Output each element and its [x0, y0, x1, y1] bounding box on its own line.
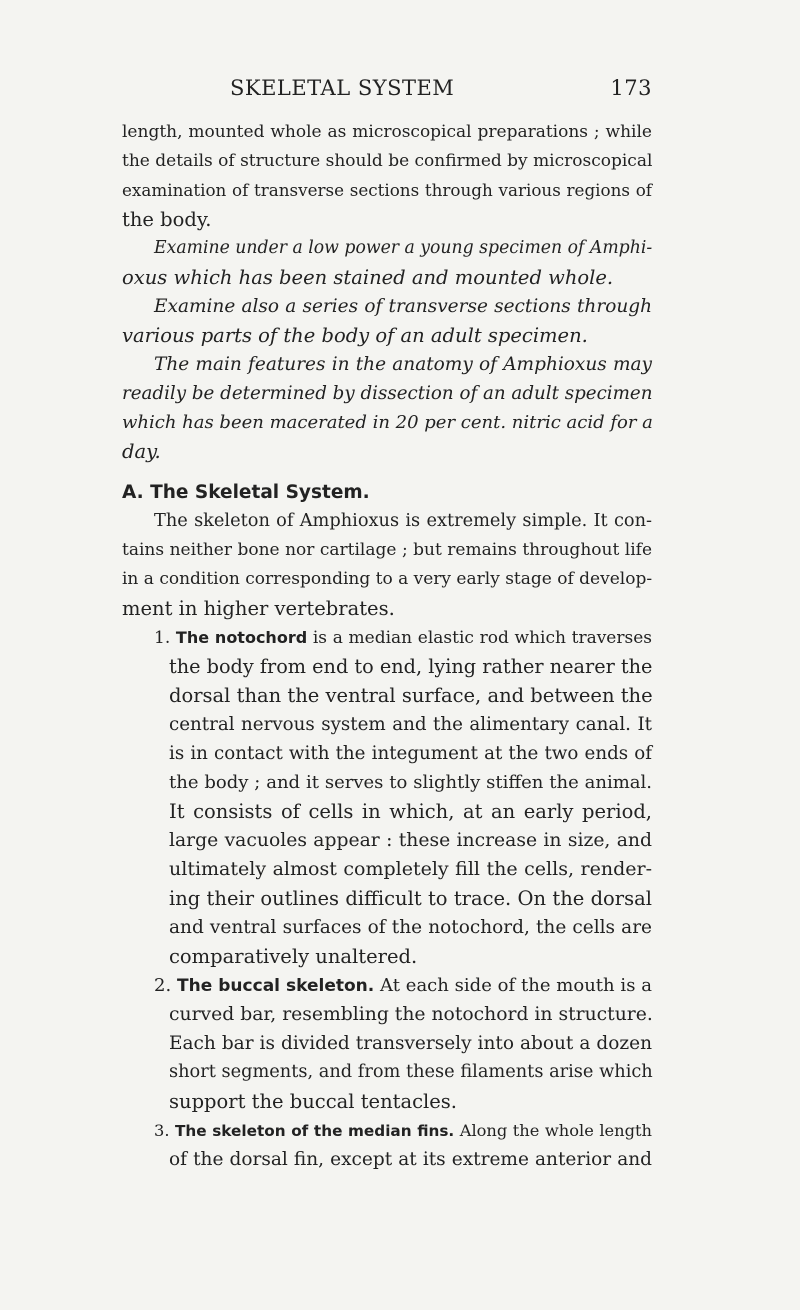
item-heading: The notochord: [175, 628, 308, 647]
item-text: At each side of the mouth is a: [374, 975, 652, 996]
text-line: the details of structure should be confirmed by microscopical: [122, 151, 653, 171]
item-number: 2.: [154, 975, 172, 996]
instruction-line: oxus which has been stained and mounted whole.: [122, 266, 614, 289]
text-line: of the dorsal fin, except at its extreme anterior and: [169, 1149, 652, 1170]
text-line: and ventral surfaces of the notochord, the cells are: [169, 917, 652, 938]
text-line: The skeleton of Amphioxus is extremely simple. It con-: [154, 511, 652, 531]
text-line: ultimately almost completely fill the cells, render-: [169, 858, 652, 880]
item-number: 3.: [154, 1121, 170, 1140]
list-item-buccal-skeleton: [122, 971, 652, 1000]
text-line: the body ; and it serves to slightly stiffen the animal.: [169, 772, 652, 793]
instruction-line: day.: [122, 440, 161, 463]
text-line: the body from end to end, lying rather nearer the: [169, 655, 653, 678]
page-body: [122, 118, 652, 1174]
instruction-line: readily be determined by dissection of an adult specimen: [122, 383, 653, 404]
text-line: It consists of cells in which, at an early period,: [169, 800, 652, 823]
instruction-line: various parts of the body of an adult specimen.: [122, 324, 588, 347]
text-line: is in contact with the integument at the two ends of: [169, 743, 652, 764]
page-number: 173: [610, 76, 652, 100]
text-line: the body.: [122, 208, 212, 231]
instruction-line: Examine under a low power a young specimen of Amphi-: [154, 238, 653, 258]
text-line: tains neither bone nor cartilage ; but remains throughout life: [122, 540, 652, 560]
text-line: in a condition corresponding to a very early stage of develop-: [122, 569, 653, 589]
text-line: short segments, and from these filaments arise which: [169, 1062, 653, 1082]
text-line: ing their outlines difficult to trace. On the dorsal: [169, 887, 652, 910]
instruction-line: Examine also a series of transverse sections through: [154, 296, 652, 317]
text-line: length, mounted whole as microscopical preparations ; while: [122, 122, 652, 142]
text-line: ment in higher vertebrates.: [122, 597, 395, 620]
text-line: large vacuoles appear : these increase in size, and: [169, 830, 652, 851]
item-number: 1.: [154, 628, 171, 648]
text-line: comparatively unaltered.: [169, 945, 418, 968]
text-line: examination of transverse sections through various regions of: [122, 180, 652, 200]
running-title: SKELETAL SYSTEM: [230, 76, 455, 100]
text-line: support the buccal tentacles.: [169, 1090, 458, 1113]
section-heading: A. The Skeletal System.: [122, 482, 370, 503]
text-line: central nervous system and the alimentary canal. It: [169, 714, 652, 735]
instruction-line: which has been macerated in 20 per cent. nitric acid for a: [122, 412, 653, 433]
item-text: Along the whole length: [454, 1121, 652, 1140]
text-line: Each bar is divided transversely into about a dozen: [169, 1033, 652, 1054]
item-heading: The buccal skeleton.: [177, 976, 375, 996]
page-header: [120, 76, 652, 106]
list-item-median-fins: [122, 1116, 652, 1145]
list-item-notochord: [122, 623, 652, 652]
text-line: curved bar, resembling the notochord in structure.: [169, 1004, 653, 1025]
item-text: is a median elastic rod which traverses: [307, 628, 653, 648]
instruction-line: The main features in the anatomy of Amphioxus may: [154, 354, 652, 375]
item-heading: The skeleton of the median fins.: [175, 1122, 455, 1140]
text-line: dorsal than the ventral surface, and between the: [169, 684, 653, 707]
